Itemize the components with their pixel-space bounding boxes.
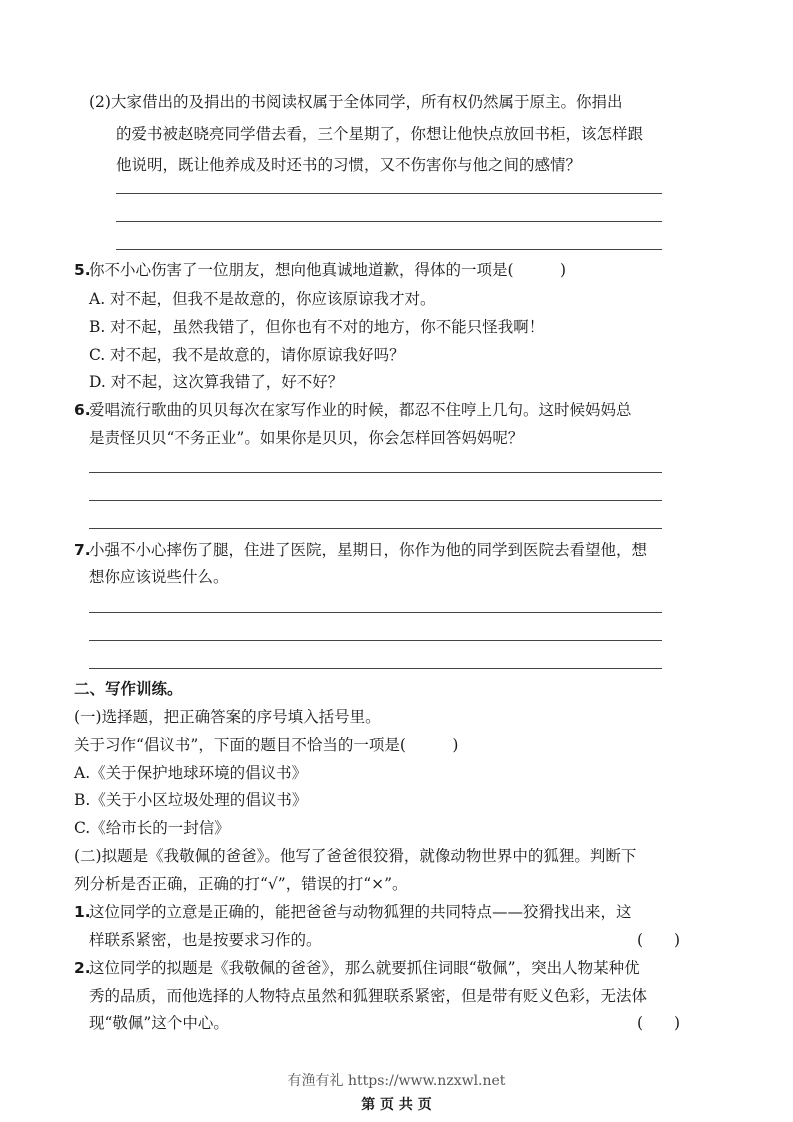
page-number: 第 页 共 页 — [361, 1097, 432, 1113]
sub-section-1: (一)选择题，把正确答案的序号填入括号里。 — [74, 708, 381, 726]
q5-number: 5. — [74, 261, 91, 279]
q5-option-a: A. 对不起，但我不是故意的，你应该原谅我才对。 — [89, 290, 436, 308]
q4-2-line-2: 的爱书被赵晓亮同学借去看，三个星期了，你想让他快点放回书柜，该怎样跟 — [116, 125, 644, 143]
section-heading: 二、写作训练。 — [74, 680, 183, 698]
choice-question-stem: 关于习作“倡议书”，下面的题目不恰当的一项是( ) — [74, 736, 459, 754]
q6-line-2: 是责怪贝贝“不务正业”。如果你是贝贝，你会怎样回答妈妈呢？ — [89, 429, 524, 447]
judge-1-number: 1. — [74, 903, 91, 921]
q5-option-d: D. 对不起，这次算我错了，好不好？ — [89, 373, 344, 391]
q6-number: 6. — [74, 401, 91, 419]
answer-line — [89, 472, 662, 473]
answer-line — [89, 612, 662, 613]
watermark: 有渔有礼 https://www.nzxwl.net — [287, 1073, 506, 1089]
q5-option-b: B. 对不起，虽然我错了，但你也有不对的地方，你不能只怪我啊！ — [89, 318, 545, 336]
q4-2-line-1: (2)大家借出的及捐出的书阅读权属于全体同学，所有权仍然属于原主。你捐出 — [89, 93, 623, 111]
judge-2-line-3: 现“敬佩”这个中心。 — [89, 1014, 229, 1032]
answer-line — [89, 668, 662, 669]
q5-stem: 你不小心伤害了一位朋友，想向他真诚地道歉，得体的一项是( ) — [89, 261, 567, 279]
judge-2-number: 2. — [74, 959, 91, 977]
q5-option-c: C. 对不起，我不是故意的，请你原谅我好吗？ — [89, 346, 405, 364]
answer-line — [116, 193, 662, 194]
sub-section-2-line-2: 列分析是否正确，正确的打“√”，错误的打“×”。 — [74, 875, 408, 893]
answer-line — [116, 249, 662, 250]
judge-2-line-2: 秀的品质，而他选择的人物特点虽然和狐狸联系紧密，但是带有贬义色彩，无法体 — [89, 987, 648, 1005]
q4-2-line-3: 他说明，既让他养成及时还书的习惯，又不伤害你与他之间的感情？ — [116, 156, 582, 174]
judge-1-line-2: 样联系紧密，也是按要求习作的。 — [89, 931, 322, 949]
q7-number: 7. — [74, 541, 91, 559]
judge-1-answer-paren: ( ) — [637, 931, 681, 949]
choice-option-c: C.《给市长的一封信》 — [74, 819, 230, 837]
answer-line — [89, 528, 662, 529]
q7-line-1: 小强不小心摔伤了腿，住进了医院，星期日，你作为他的同学到医院去看望他，想 — [89, 541, 648, 559]
choice-option-b: B.《关于小区垃圾处理的倡议书》 — [74, 791, 308, 809]
q6-line-1: 爱唱流行歌曲的贝贝每次在家写作业的时候，都忍不住哼上几句。这时候妈妈总 — [89, 401, 632, 419]
q7-line-2: 想你应该说些什么。 — [89, 568, 229, 586]
judge-2-line-1: 这位同学的拟题是《我敬佩的爸爸》，那么就要抓住词眼“敬佩”，突出人物某种优 — [89, 959, 640, 977]
answer-line — [116, 221, 662, 222]
judge-2-answer-paren: ( ) — [637, 1014, 681, 1032]
sub-section-2-line-1: (二)拟题是《我敬佩的爸爸》。他写了爸爸很狡猾，就像动物世界中的狐狸。判断下 — [74, 847, 637, 865]
judge-1-line-1: 这位同学的立意是正确的，能把爸爸与动物狐狸的共同特点——狡猾找出来，这 — [89, 903, 632, 921]
answer-line — [89, 500, 662, 501]
answer-line — [89, 640, 662, 641]
choice-option-a: A.《关于保护地球环境的倡议书》 — [74, 764, 308, 782]
